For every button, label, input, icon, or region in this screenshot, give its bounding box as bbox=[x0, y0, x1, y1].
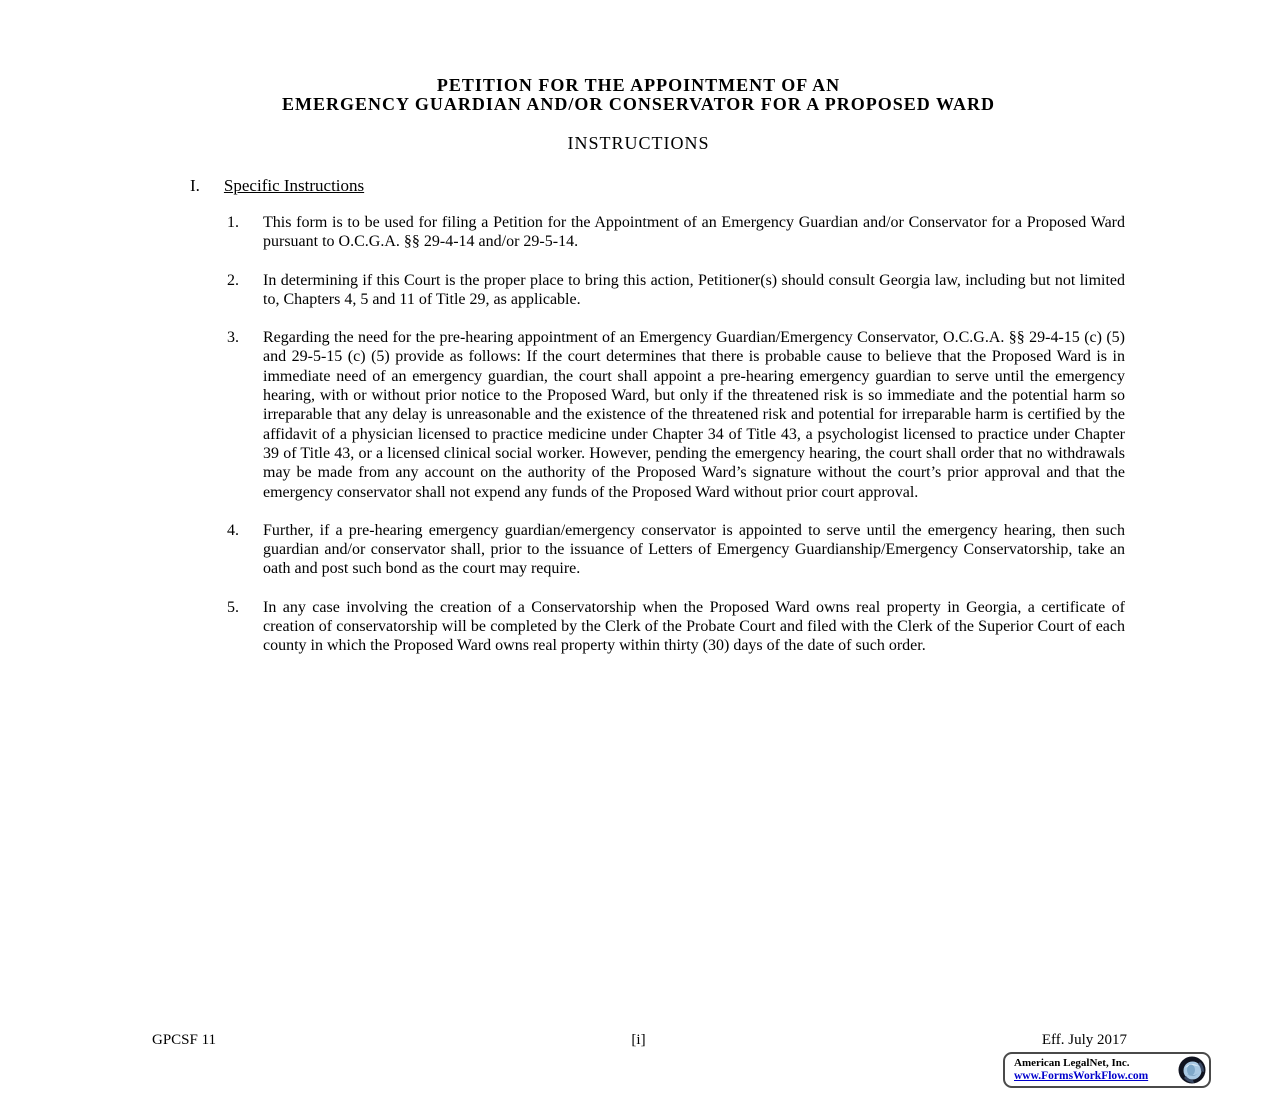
document-title bbox=[152, 76, 1125, 114]
item-number: 4. bbox=[227, 521, 239, 539]
footer-effective-date: Eff. July 2017 bbox=[1041, 1032, 1127, 1048]
globe-logo-icon bbox=[1178, 1056, 1206, 1084]
document-title-line2: EMERGENCY GUARDIAN AND/OR CONSERVATOR FOR A PROPOSED WARD bbox=[282, 94, 995, 114]
item-text: Regarding the need for the pre-hearing appointment of an Emergency Guardian/Emergency Conservator, O.C.G.A. §§ 29-4-15 (c) (5) and 29-5-15 (c) (5) provide as follows: If the court determines that there is probable cause to believe that the Proposed Ward is in immediate need of an emergency guardian, the court shall appoint a pre-hearing emergency guardian to serve until the emergency hearing, with or without prior notice to the Proposed Ward, but only if the threatened risk is so immediate and the potential harm so irreparable that any delay is unreasonable and the existence of the threatened risk and potential for irreparable harm is certified by the affidavit of a physician licensed to practice medicine under Chapter 34 of Title 43, a psychologist licensed to practice under Chapter 39 of Title 43, or a licensed clinical social worker. However, pending the emergency hearing, the court shall order that no withdrawals may be made from any account on the authority of the Proposed Ward’s signature without the court’s prior approval and that the emergency conservator shall not expend any funds of the Proposed Ward without prior court approval. bbox=[263, 329, 1125, 501]
document-title-line1: PETITION FOR THE APPOINTMENT OF AN bbox=[436, 75, 841, 95]
legalnet-badge-text bbox=[1014, 1057, 1176, 1083]
instruction-item-4 bbox=[152, 521, 1125, 579]
item-number: 3. bbox=[227, 329, 239, 347]
page-footer bbox=[152, 1032, 1125, 1050]
item-text: In determining if this Court is the proper place to bring this action, Petitioner(s) should consult Georgia law, including but not limited to, Chapters 4, 5 and 11 of Title 29, as applicable. bbox=[263, 271, 1125, 308]
list-roman-numeral: I. bbox=[190, 176, 200, 195]
item-text: Further, if a pre-hearing emergency guardian/emergency conservator is appointed to serve until the emergency hearing, then such guardian and/or conservator shall, prior to the issuance of Letters of Emergency Guardianship/Emergency Conservatorship, take an oath and post such bond as the court may require. bbox=[263, 521, 1125, 578]
legalnet-company-name: American LegalNet, Inc. bbox=[1014, 1057, 1130, 1069]
legalnet-badge bbox=[1003, 1052, 1211, 1088]
item-text: In any case involving the creation of a Conservatorship when the Proposed Ward owns real property in Georgia, a certificate of creation of conservatorship will be completed by the Clerk of the Probate Court and filed with the Clerk of the Superior Court of each county in which the Proposed Ward owns real property within thirty (30) days of the date of such order. bbox=[263, 598, 1125, 655]
instruction-item-5 bbox=[152, 598, 1125, 656]
instruction-item-2 bbox=[152, 271, 1125, 310]
section-heading: INSTRUCTIONS bbox=[567, 133, 710, 153]
footer-page-number: [i] bbox=[631, 1032, 646, 1048]
footer-form-code: GPCSF 11 bbox=[152, 1032, 217, 1048]
instruction-item-3 bbox=[152, 328, 1125, 502]
item-number: 2. bbox=[227, 271, 239, 289]
item-text: This form is to be used for filing a Petition for the Appointment of an Emergency Guardian and/or Conservator for a Proposed Ward pursuant to O.C.G.A. §§ 29-4-14 and/or 29-5-14. bbox=[263, 214, 1125, 251]
list-heading-row bbox=[190, 176, 1125, 196]
instruction-item-1 bbox=[152, 213, 1125, 252]
item-number: 1. bbox=[227, 214, 239, 231]
list-heading: Specific Instructions bbox=[223, 176, 365, 195]
item-number: 5. bbox=[227, 598, 239, 616]
website-link[interactable]: www.FormsWorkFlow.com bbox=[1014, 1070, 1149, 1082]
instruction-list bbox=[152, 213, 1125, 656]
document-content bbox=[152, 0, 1125, 675]
